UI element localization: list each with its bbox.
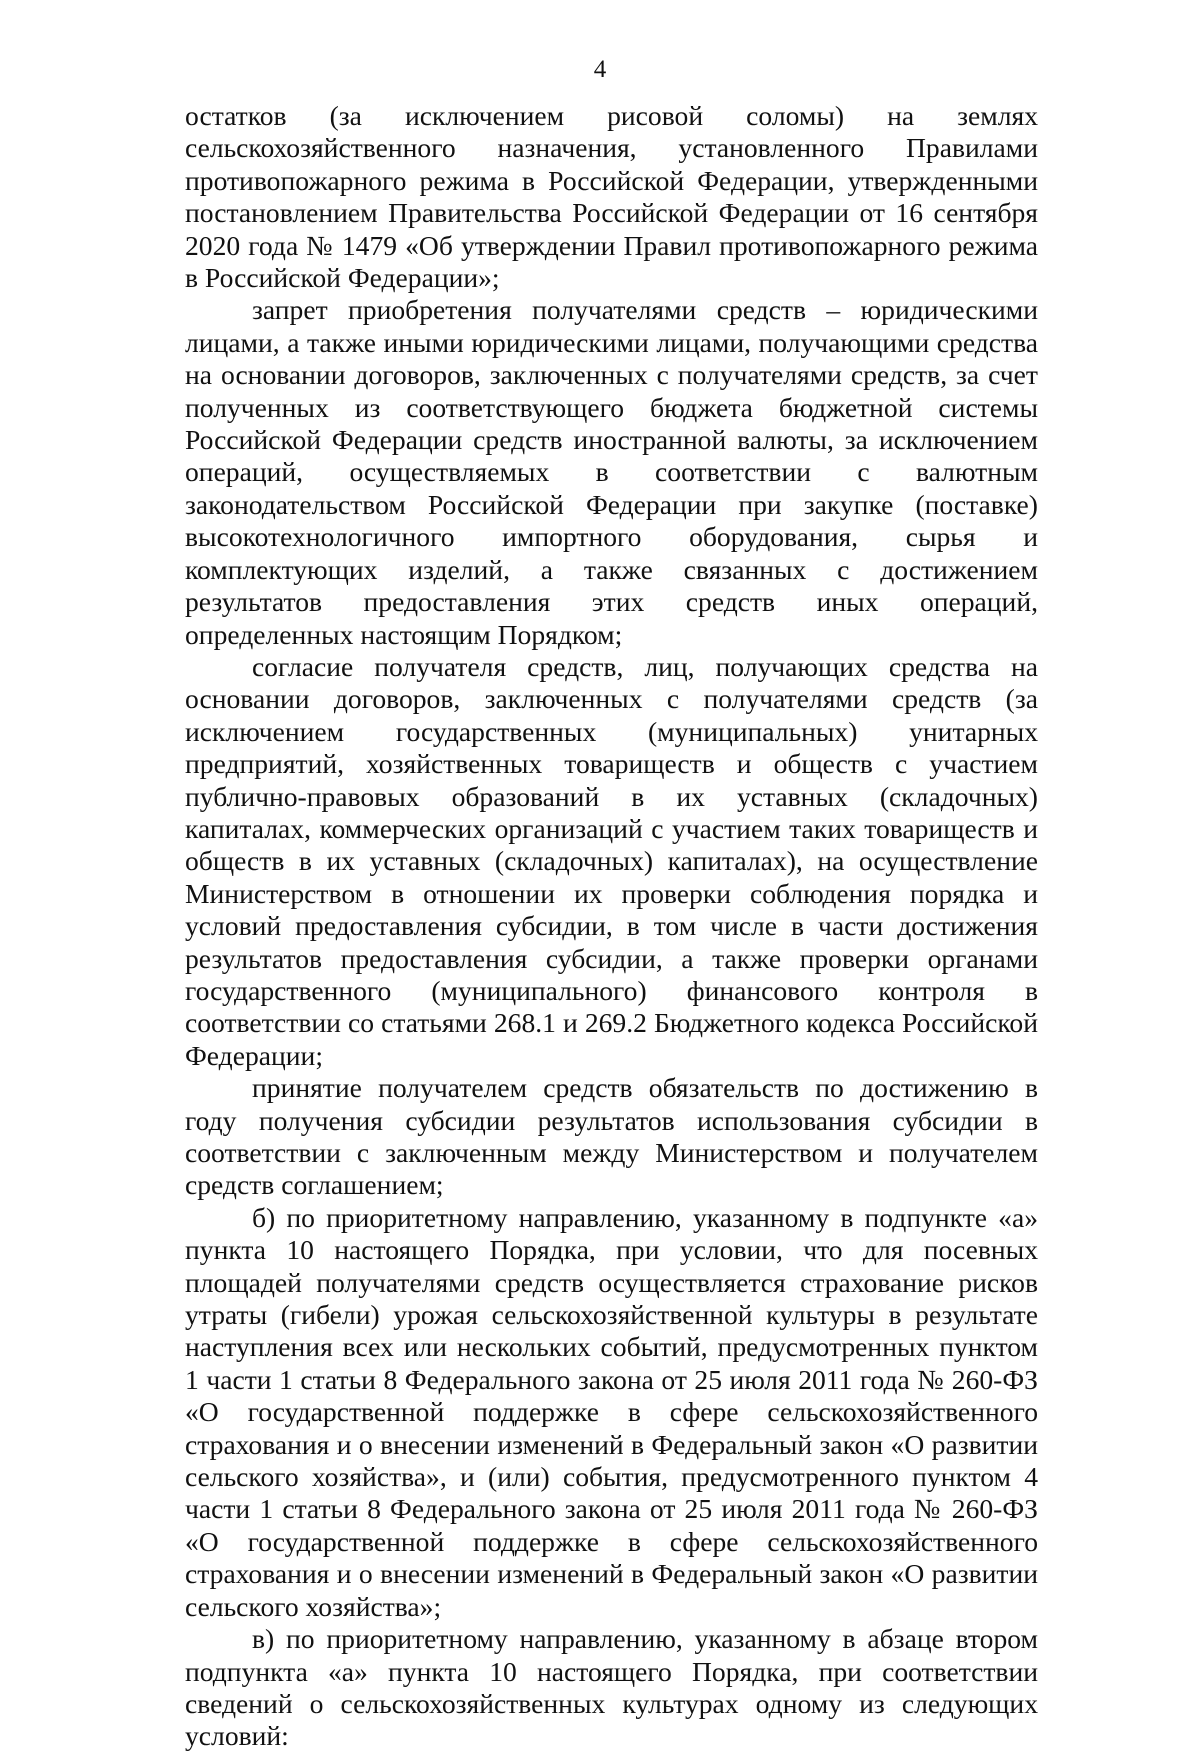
- page-number: 4: [593, 56, 607, 83]
- paragraph-audit-consent: согласие получателя средств, лиц, получающих средства на основании договоров, заключенных с получателями средств (за исключением государственных (муниципальных) унитарных предприятий, хозяйственных товариществ и обществ с участием публично-правовых образований в их уставных (складочных) капиталах, коммерческих организаций с участием таких товариществ и обществ в их уставных (складочных) капиталах), на осуществление Министерством в отношении их проверки соблюдения порядка и условий предоставления субсидии, в том числе в части достижения результатов предоставления субсидии, а также проверки органами государственного (муниципального) финансового контроля в соответствии со статьями 268.1 и 269.2 Бюджетного кодекса Российской Федерации;: [185, 650, 1038, 1071]
- paragraph-currency-ban: запрет приобретения получателями средств – юридическими лицами, а также иными юридическими лицами, получающими средства на основании договоров, заключенных с получателями средств, за счет полученных из соответствующего бюджета бюджетной системы Российской Федерации средств иностранной валюты, за исключением операций, осуществляемых в соответствии с валютным законодательством Российской Федерации при закупке (поставке) высокотехнологичного импортного оборудования, сырья и комплектующих изделий, а также связанных с достижением результатов предоставления этих средств иных операций, определенных настоящим Порядком;: [185, 294, 1038, 650]
- paragraph-item-b: б) по приоритетному направлению, указанному в подпункте «а» пункта 10 настоящего Порядка, при условии, что для посевных площадей получателями средств осуществляется страхование рисков утраты (гибели) урожая сельскохозяйственной культуры в результате наступления всех или нескольких событий, предусмотренных пунктом 1 части 1 статьи 8 Федерального закона от 25 июля 2011 года № 260-ФЗ «О государственной поддержке в сфере сельскохозяйственного страхования и о внесении изменений в Федеральный закон «О развитии сельского хозяйства», и (или) события, предусмотренного пунктом 4 части 1 статьи 8 Федерального закона от 25 июля 2011 года № 260-ФЗ «О государственной поддержке в сфере сельскохозяйственного страхования и о внесении изменений в Федеральный закон «О развитии сельского хозяйства»;: [185, 1201, 1038, 1622]
- paragraph-continuation: остатков (за исключением рисовой соломы) на землях сельскохозяйственного назначения, установленного Правилами противопожарного режима в Российской Федерации, утвержденными постановлением Правительства Российской Федерации от 16 сентября 2020 года № 1479 «Об утверждении Правил противопожарного режима в Российской Федерации»;: [185, 100, 1038, 294]
- paragraph-item-v: в) по приоритетному направлению, указанному в абзаце втором подпункта «а» пункта 10 настоящего Порядка, при соответствии сведений о сельскохозяйственных культурах одному из следующих условий:: [185, 1623, 1038, 1752]
- paragraph-obligations: принятие получателем средств обязательств по достижению в году получения субсидии результатов использования субсидии в соответствии с заключенным между Министерством и получателем средств соглашением;: [185, 1072, 1038, 1201]
- document-body: [185, 100, 1038, 1753]
